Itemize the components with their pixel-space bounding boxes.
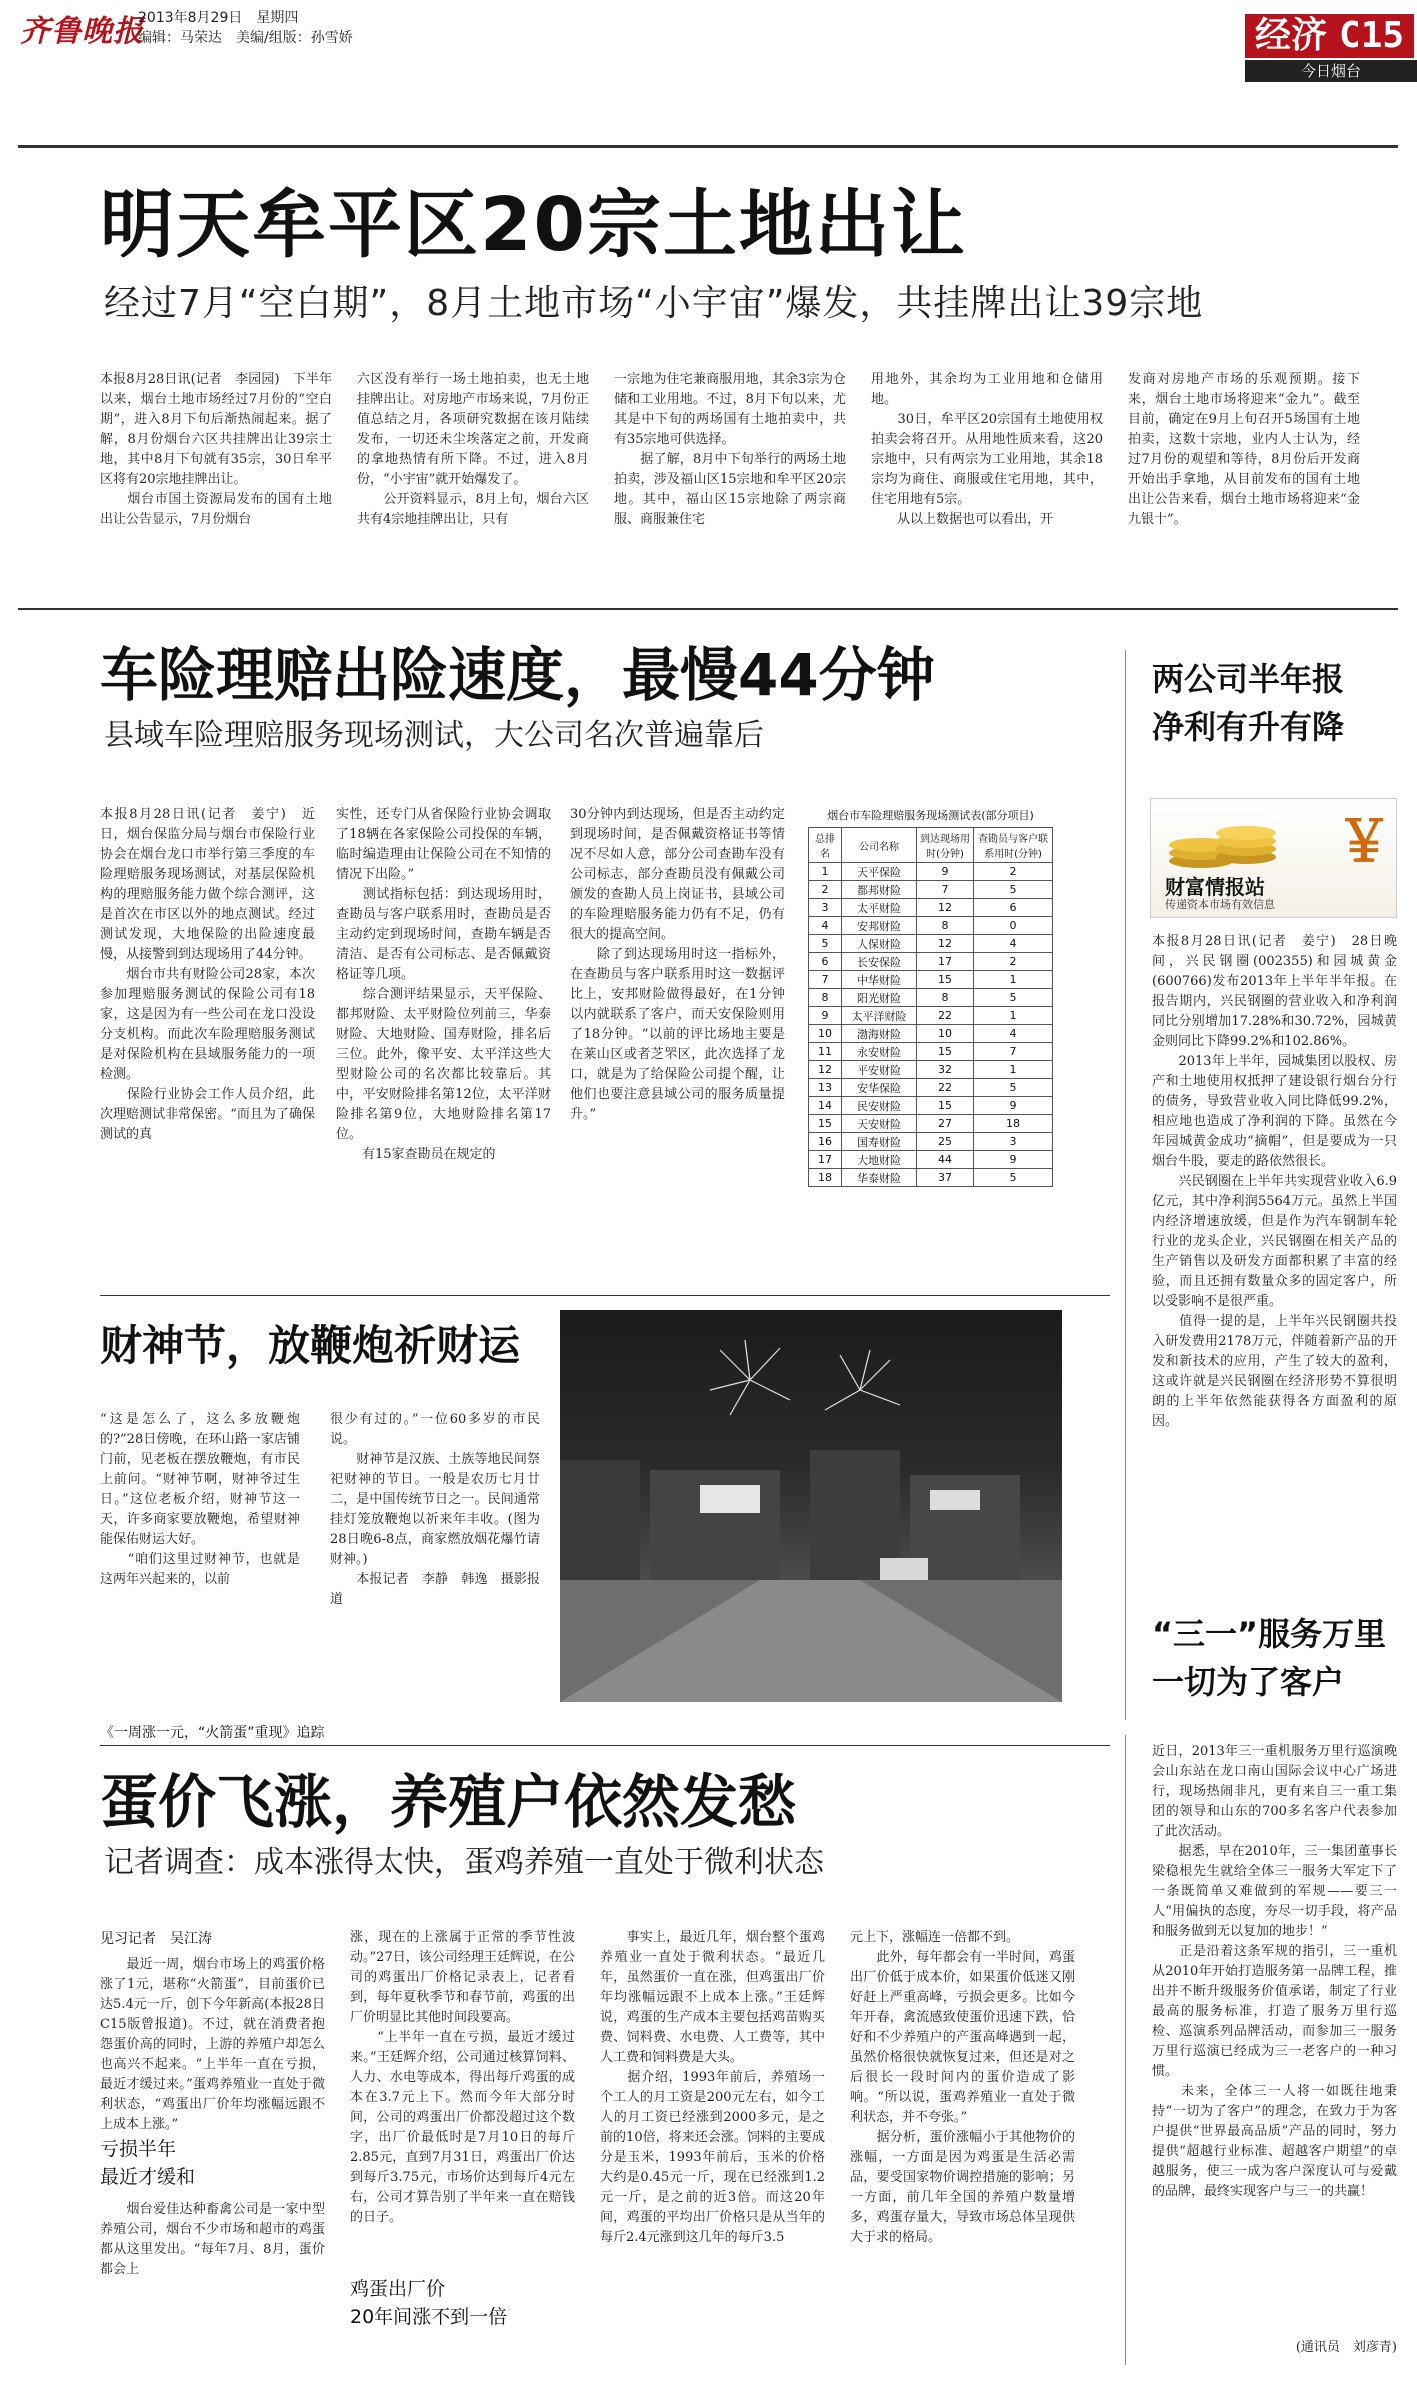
claims-table-cell: 37	[917, 1169, 974, 1187]
egg-subhead: 记者调查：成本涨得太快，蛋鸡养殖一直处于微利状态	[104, 1845, 824, 1880]
masthead-rule	[18, 145, 1398, 148]
claims-table-cell: 安华保险	[842, 1079, 917, 1097]
egg-headline: 蛋价飞涨，养殖户依然发愁	[100, 1768, 797, 1836]
sanyi-title-line-2: 一切为了客户	[1152, 1663, 1345, 1701]
claims-table-cell: 天安财险	[842, 1115, 917, 1133]
claims-table	[808, 827, 1053, 1187]
claims-table-cell: 27	[917, 1115, 974, 1133]
fireworks-street-photo	[560, 1310, 1062, 1702]
claims-table-cell: 12	[917, 935, 974, 953]
claims-table-row	[809, 1169, 1053, 1187]
claims-table-cell: 中华财险	[842, 971, 917, 989]
editor-credits: 编辑：马荣达 美编/组版：孙雪娇	[138, 30, 353, 46]
claims-table-cell: 2	[809, 881, 842, 899]
claims-table-cell: 7	[917, 881, 974, 899]
claims-table-row	[809, 863, 1053, 881]
claims-table-cell: 安邦财险	[842, 917, 917, 935]
claims-table-row	[809, 1097, 1053, 1115]
claims-table-cell: 5	[974, 1169, 1053, 1187]
claims-table-header-cell: 查勘员与客户联系用时(分钟)	[974, 828, 1053, 863]
claims-table-header	[809, 828, 1053, 863]
claims-table-cell: 4	[809, 917, 842, 935]
land-col-5: 发商对房地产市场的乐观预期。接下来，烟台土地市场将迎来“金九”。截至目前，确定在9月上旬召开5场国有土地拍卖，这数十宗地，业内人士认为，经过7月份的观望和等待，8月份后开发商开始出手拿地，从目前发布的国有土地出让公告来看，烟台土地市场将迎来“金九银十”。	[1128, 372, 1360, 527]
claims-table-panel	[808, 808, 1053, 1187]
claims-table-cell: 15	[917, 1097, 974, 1115]
svg-text:￥: ￥	[1336, 809, 1392, 875]
claims-table-row	[809, 935, 1053, 953]
claims-table-cell: 1	[974, 1061, 1053, 1079]
claims-table-cell: 8	[917, 917, 974, 935]
wealth-brand-sub: 传递资本市场有效信息	[1165, 898, 1275, 911]
claims-table-header-cell: 公司名称	[842, 828, 917, 863]
claims-table-cell: 大地财险	[842, 1151, 917, 1169]
claims-table-cell: 22	[917, 1007, 974, 1025]
claims-table-row	[809, 881, 1053, 899]
claims-table-row	[809, 917, 1053, 935]
egg-subhead-a-line-2: 最近才缓和	[100, 2166, 196, 2188]
claims-table-row	[809, 989, 1053, 1007]
claims-table-cell: 8	[809, 989, 842, 1007]
newspaper-logo: 齐鲁晚报	[20, 14, 144, 49]
sanyi-divider	[1125, 1735, 1126, 2365]
claims-table-cell: 16	[809, 1133, 842, 1151]
claims-table-cell: 1	[809, 863, 842, 881]
land-subhead: 经过7月“空白期”，8月土地市场“小宇宙”爆发，共挂牌出让39宗地	[104, 283, 1204, 324]
egg-subhead-a	[100, 2135, 195, 2191]
claims-table-cell: 5	[974, 1079, 1053, 1097]
company-report-title-line-2: 净利有升有降	[1152, 708, 1345, 746]
wealth-brand: 财富情报站	[1165, 875, 1265, 899]
land-col-2: 六区没有举行一场土地拍卖，也无土地挂牌出让。对房地产市场来说，7月份正值总结之月，各项研究数据在该月陆续发布，一切还未尘埃落定之前，开发商的拿地热情有所下降。不过，进入8月份，“小宇宙”就开始爆发了。 公开资料显示，8月上旬，烟台六区共有4宗地挂牌出让，只有	[357, 372, 589, 527]
claims-table-row	[809, 1061, 1053, 1079]
claims-table-cell: 国寿财险	[842, 1133, 917, 1151]
claims-table-cell: 18	[974, 1115, 1053, 1133]
egg-byline: 见习记者 吴江涛	[100, 1931, 212, 1947]
land-col-3: 一宗地为住宅兼商服用地，其余3宗为仓储和工业用地。不过，8月下旬以来，尤其是中下旬的两场国有土地拍卖中，共有35宗地可供选择。 据了解，8月中下旬举行的两场土地拍卖，涉及福山区15宗地和牟平区20宗地。其中，福山区15宗地除了两宗商服、商服兼住宅	[614, 372, 846, 527]
insurance-subhead: 县域车险理赔服务现场测试，大公司名次普遍靠后	[104, 718, 764, 753]
land-headline: 明天牟平区20宗土地出让	[100, 182, 967, 268]
claims-table-cell: 2	[974, 863, 1053, 881]
sanyi-body: 近日，2013年三一重机服务万里行巡演晚会山东站在龙口南山国际会议中心广场进行，现场热闹非凡，更有来自三一重工集团的领导和山东的700多名客户代表参加了此次活动。 据悉，早在2010年，三一集团董事长梁稳根先生就给全体三一服务大军定下了一条既简单又难做到的军规——要三一人“用偏执的态度，夯尽一切手段，将产品和服务做到无以复加的地步！” 正是沿着这条军规的指引，三一重机从2010年开始打造服务第一品牌工程，推出并不断升级服务价值承诺，制定了行业最高的服务标准，打造了服务万里行巡检、巡演系列品牌活动，而参加三一服务万里行巡演已经成为三一老客户的一种习惯。 未来，全体三一人将一如既往地秉持“一切为了客户”的理念，在致力于为客户提供“世界最高品质”产品的同时，努力提供“超越行业标准、超越客户期望”的卓越服务，使三一成为客户深度认可与爱戴的品牌，最终实现客户与三一的共赢！	[1152, 1744, 1397, 2199]
claims-table-cell: 民安财险	[842, 1097, 917, 1115]
claims-table-cell: 12	[917, 899, 974, 917]
claims-table-cell: 人保财险	[842, 935, 917, 953]
insurance-headline: 车险理赔出险速度，最慢44分钟	[100, 641, 935, 709]
claims-table-cell: 2	[974, 953, 1053, 971]
claims-table-cell: 渤海财险	[842, 1025, 917, 1043]
claims-table-cell: 17	[917, 953, 974, 971]
claims-table-cell: 太平财险	[842, 899, 917, 917]
claims-table-cell: 11	[809, 1043, 842, 1061]
egg-subhead-b-line-1: 鸡蛋出厂价	[350, 2278, 446, 2300]
claims-table-row	[809, 1133, 1053, 1151]
claims-table-cell: 15	[917, 971, 974, 989]
claims-table-cell: 17	[809, 1151, 842, 1169]
claims-table-cell: 长安保险	[842, 953, 917, 971]
claims-table-cell: 5	[974, 989, 1053, 1007]
claims-table-cell: 13	[809, 1079, 842, 1097]
section-name: 经济	[1255, 15, 1328, 56]
caishen-headline: 财神节，放鞭炮祈财运	[100, 1321, 521, 1370]
egg-col-4: 元上下，涨幅连一倍都不到。 此外，每年都会有一半时间，鸡蛋出厂价低于成本价，如果蛋价低迷又刚好赶上严重高峰，亏损会更多。比如今年开春，禽流感致使蛋价迅速下跌，恰好和不少养殖户的产蛋高峰遇到一起，虽然价格很快就恢复过来，但还是对之后很长一段时间内的蛋价造成了影响。“所以说，蛋鸡养殖业一直处于微利状态，并不夸张。” 据分析，蛋价涨幅小于其他物价的涨幅，一方面是因为鸡蛋是生活必需品，要受国家物价调控措施的影响；另一方面，前几年全国的养殖户数量增多，鸡蛋存量大，导致市场总体呈现供大于求的格局。	[850, 1930, 1075, 2245]
claims-table-cell: 10	[917, 1025, 974, 1043]
page-number: C15	[1339, 15, 1405, 56]
wealth-logo-block	[1150, 798, 1397, 918]
claims-table-cell: 5	[974, 881, 1053, 899]
claims-table-row	[809, 899, 1053, 917]
claims-table-cell: 华泰财险	[842, 1169, 917, 1187]
claims-table-cell: 7	[974, 1043, 1053, 1061]
claims-table-cell: 平安财险	[842, 1061, 917, 1079]
egg-col-3: 事实上，最近几年，烟台整个蛋鸡养殖业一直处于微利状态。“最近几年，虽然蛋价一直在涨，但鸡蛋出厂价年均涨幅远跟不上成本上涨。”王廷辉说，鸡蛋的生产成本主要包括鸡苗购买费、饲料费、水电费、人工费等，其中人工费和饲料费是大头。 据介绍，1993年前后，养殖场一个工人的月工资是200元左右，如今工人的月工资已经涨到2000多元，是之前的10倍，将来还会涨。饲料的主要成分是玉米，1993年前后，玉米的价格大约是0.45元一斤，现在已经涨到1.2元一斤，是之前的近3倍。而这20年间，鸡蛋的平均出厂价格只是从当年的每斤2.4元涨到这几年的每斤3.5	[600, 1930, 825, 2245]
land-col-4: 用地外，其余均为工业用地和仓储用地。 30日，牟平区20宗国有土地使用权拍卖会将召开。从用地性质来看，这20宗地中，只有两宗为工业用地，其余18宗均为商住、商服或住宅用地，其中，住宅用地有5宗。 从以上数据也可以看出，开	[871, 372, 1103, 527]
claims-table-cell: 7	[809, 971, 842, 989]
issue-date: 2013年8月29日 星期四	[138, 10, 299, 26]
claims-table-cell: 天平保险	[842, 863, 917, 881]
claims-table-body	[809, 863, 1053, 1187]
claims-table-cell: 9	[974, 1151, 1053, 1169]
claims-table-row	[809, 971, 1053, 989]
claims-table-cell: 44	[917, 1151, 974, 1169]
claims-table-cell: 25	[917, 1133, 974, 1151]
claims-table-cell: 6	[809, 953, 842, 971]
claims-table-cell: 4	[974, 935, 1053, 953]
company-report-body: 本报8月28日讯(记者 姜宁) 28日晚间，兴民钢圈(002355)和园城黄金(600766)发布2013年上半年半年报。在报告期内，兴民钢圈的营业收入和净利润同比分别增加17.28%和30.72%，园城黄金则同比下降99.2%和102.86%。 2013年上半年，园城集团以股权、房产和土地使用权抵押了建设银行烟台分行的债务，导致营业收入同比降低99.2%，相应地也造成了净利润的下降。虽然在今年园城黄金成功“摘帽”，但是要成为一只烟台牛股，要走的路依然很长。 兴民钢圈在上半年共实现营业收入6.9亿元，其中净利润5564万元。虽然上半国内经济增速放缓，但是作为汽车钢制车轮行业的龙头企业，兴民钢圈在相关产品的生产销售以及研发方面都积累了丰富的经验，而且还拥有数量众多的固定客户，所以受影响不是很严重。 值得一提的是，上半年兴民钢圈共投入研发费用2178万元，伴随着新产品的开发和新技术的应用，产生了较大的盈利，这或许就是兴民钢圈在经济形势不算很明朗的上半年依然能获得各方面盈利的原因。	[1152, 934, 1397, 1429]
land-bottom-rule	[18, 608, 1398, 610]
caishen-col-2: 很少有过的。”一位60多岁的市民说。 财神节是汉族、土族等地民间祭祀财神的节日。一般是农历七月廿二，是中国传统节日之一。民间通常挂灯笼放鞭炮以祈来年丰收。(图为28日晚6-8点，商家燃放烟花爆竹请财神。) 本报记者 李静 韩逸 摄影报道	[330, 1412, 540, 1607]
claims-table-cell: 1	[974, 971, 1053, 989]
claims-table-cell: 太平洋财险	[842, 1007, 917, 1025]
egg-top-rule	[100, 1745, 1110, 1746]
claims-table-cell: 9	[917, 863, 974, 881]
claims-table-cell: 15	[917, 1043, 974, 1061]
claims-table-row	[809, 1079, 1053, 1097]
insurance-col-3: 30分钟内到达现场，但是否主动约定到现场时间，是否佩戴资格证书等情况不尽如人意，部分公司查勘车没有公司标志，部分查勘员没有佩戴公司颁发的查勘人员上岗证书，县域公司的车险理赔服务能力仍有不足，仍有很大的提高空间。 除了到达现场用时这一指标外，在查勘员与客户联系用时这一数据评比上，安邦财险做得最好，在1分钟以内就联系了客户，而天安保险则用了18分钟。“以前的评比场地主要是在莱山区或者芝罘区，此次选择了龙口，就是为了给保险公司提个醒，让他们也要注意县域公司的服务质量提升。”	[570, 807, 785, 1122]
caishen-col-1: “这是怎么了，这么多放鞭炮的?”28日傍晚，在环山路一家店铺门前，见老板在摆放鞭炮，有市民上前问。“财神节啊，财神爷过生日。”这位老板介绍，财神节这一天，许多商家要放鞭炮，希望财神能保佑财运大好。 “咱们这里过财神节，也就是这两年兴起来的，以前	[100, 1412, 300, 1587]
claims-table-cell: 12	[809, 1061, 842, 1079]
egg-kicker: 《一周涨一元，“火箭蛋”重现》追踪	[100, 1725, 325, 1741]
claims-table-cell: 8	[917, 989, 974, 1007]
section-label	[1245, 14, 1414, 58]
egg-col-1: 最近一周，烟台市场上的鸡蛋价格涨了1元，堪称“火箭蛋”，目前蛋价已达5.4元一斤，创下今年新高(本报28日C15版曾报道)。不过，就在消费者抱怨蛋价高的同时，上游的养殖户却怎么也高兴不起来。“上半年一直在亏损，最近才缓过来。”蛋鸡养殖业一直处于微利状态，“鸡蛋出厂价年均涨幅远跟不上成本上涨。”	[100, 1957, 325, 2132]
claims-table-cell: 6	[974, 899, 1053, 917]
claims-table-cell: 都邦财险	[842, 881, 917, 899]
claims-table-header-cell: 到达现场用时(分钟)	[917, 828, 974, 863]
sanyi-title	[1152, 1610, 1386, 1706]
claims-table-cell: 3	[809, 899, 842, 917]
claims-table-cell: 15	[809, 1115, 842, 1133]
gold-coins-icon	[1151, 799, 1396, 879]
insurance-col-2: 实性，还专门从省保险行业协会调取了18辆在各家保险公司投保的车辆，临时编造理由让保险公司在不知情的情况下出险。” 测试指标包括：到达现场用时，查勘员与客户联系用时，查勘员是否主动约定到现场时间，查勘车辆是否清洁、是否有公司标志、是否佩戴资格证等几项。 综合测评结果显示，天平保险、都邦财险、太平财险位列前三，华泰财险、大地财险、国寿财险，排名后三位。此外，像平安、太平洋这些大型财险公司的名次都比较靠后。其中，平安财险排名第12位，太平洋财险排名第9位，大地财险排名第17位。 有15家查勘员在规定的	[336, 807, 551, 1162]
claims-table-cell: 5	[809, 935, 842, 953]
claims-table-header-cell: 总排名	[809, 828, 842, 863]
claims-table-row	[809, 1025, 1053, 1043]
claims-table-row	[809, 1115, 1053, 1133]
sanyi-byline: (通讯员 刘彦青)	[1295, 2340, 1397, 2355]
egg-col-2: 涨，现在的上涨属于正常的季节性波动。”27日，该公司经理王廷辉说，在公司的鸡蛋出厂价格记录表上，记者看到，每年夏秋季节和春节前，鸡蛋的出厂价明显比其他时间段要高。 “上半年一直在亏损，最近才缓过来。”王廷辉介绍，公司通过核算饲料、人力、水电等成本，得出每斤鸡蛋的成本在3.7元上下。然而今年大部分时间，公司的鸡蛋出厂价都没超过这个数字，出厂价最低时是7月10日的每斤2.85元，直到7月31日，鸡蛋出厂价达到每斤3.75元，市场价达到每斤4元左右，公司才算告别了半年来一直在赔钱的日子。	[350, 1930, 575, 2225]
egg-col-1b: 烟台爱佳达种畜禽公司是一家中型养殖公司，烟台不少市场和超市的鸡蛋都从这里发出。“每年7月、8月，蛋价都会上	[100, 2202, 325, 2277]
land-col-1: 本报8月28日讯(记者 李园园) 下半年以来，烟台土地市场经过7月份的“空白期”，进入8月下旬后渐热闹起来。据了解，8月份烟台六区共挂牌出让39宗土地，其中8月下旬就有35宗，30日牟平区将有20宗地挂牌出让。 烟台市国土资源局发布的国有土地出让公告显示，7月份烟台	[100, 372, 332, 527]
claims-table-cell: 9	[974, 1097, 1053, 1115]
claims-table-cell: 22	[917, 1079, 974, 1097]
claims-table-cell: 18	[809, 1169, 842, 1187]
company-report-title-line-1: 两公司半年报	[1152, 660, 1345, 698]
sidebar-divider	[1125, 650, 1126, 1720]
claims-table-cell: 3	[974, 1133, 1053, 1151]
caishen-top-rule	[100, 1295, 1110, 1296]
claims-table-cell: 4	[974, 1025, 1053, 1043]
claims-table-cell: 9	[809, 1007, 842, 1025]
egg-subhead-b	[350, 2275, 507, 2331]
claims-table-cell: 1	[974, 1007, 1053, 1025]
claims-table-row	[809, 1151, 1053, 1169]
claims-table-title: 烟台市车险理赔服务现场测试表(部分项目)	[827, 809, 1034, 822]
claims-table-row	[809, 1007, 1053, 1025]
company-report-title	[1152, 655, 1344, 751]
claims-table-cell: 阳光财险	[842, 989, 917, 1007]
egg-subhead-a-line-1: 亏损半年	[100, 2138, 177, 2160]
sanyi-title-line-1: “三一”服务万里	[1152, 1615, 1387, 1653]
egg-subhead-b-line-2: 20年间涨不到一倍	[350, 2306, 508, 2328]
claims-table-cell: 0	[974, 917, 1053, 935]
claims-table-cell: 10	[809, 1025, 842, 1043]
masthead-meta	[138, 8, 353, 48]
insurance-col-1: 本报8月28日讯(记者 姜宁) 近日，烟台保监分局与烟台市保险行业协会在烟台龙口市举行第三季度的车险理赔服务现场测试，对基层保险机构的理赔服务能力做个综合测评，这是首次在市区以外的地点测试。经过测试发现，大地保险的出险速度最慢，从接警到到达现场用了44分钟。 烟台市共有财险公司28家，本次参加理赔服务测试的保险公司有18家，这是因为有一些公司在龙口没设分支机构。而此次车险理赔服务测试是对保险机构在县域服务能力的一项检测。 保险行业协会工作人员介绍，此次理赔测试非常保密。“而且为了确保测试的真	[100, 807, 315, 1142]
claims-table-cell: 14	[809, 1097, 842, 1115]
claims-table-row	[809, 953, 1053, 971]
claims-table-row	[809, 1043, 1053, 1061]
subsection-label: 今日烟台	[1245, 60, 1417, 82]
claims-table-cell: 永安财险	[842, 1043, 917, 1061]
claims-table-cell: 32	[917, 1061, 974, 1079]
